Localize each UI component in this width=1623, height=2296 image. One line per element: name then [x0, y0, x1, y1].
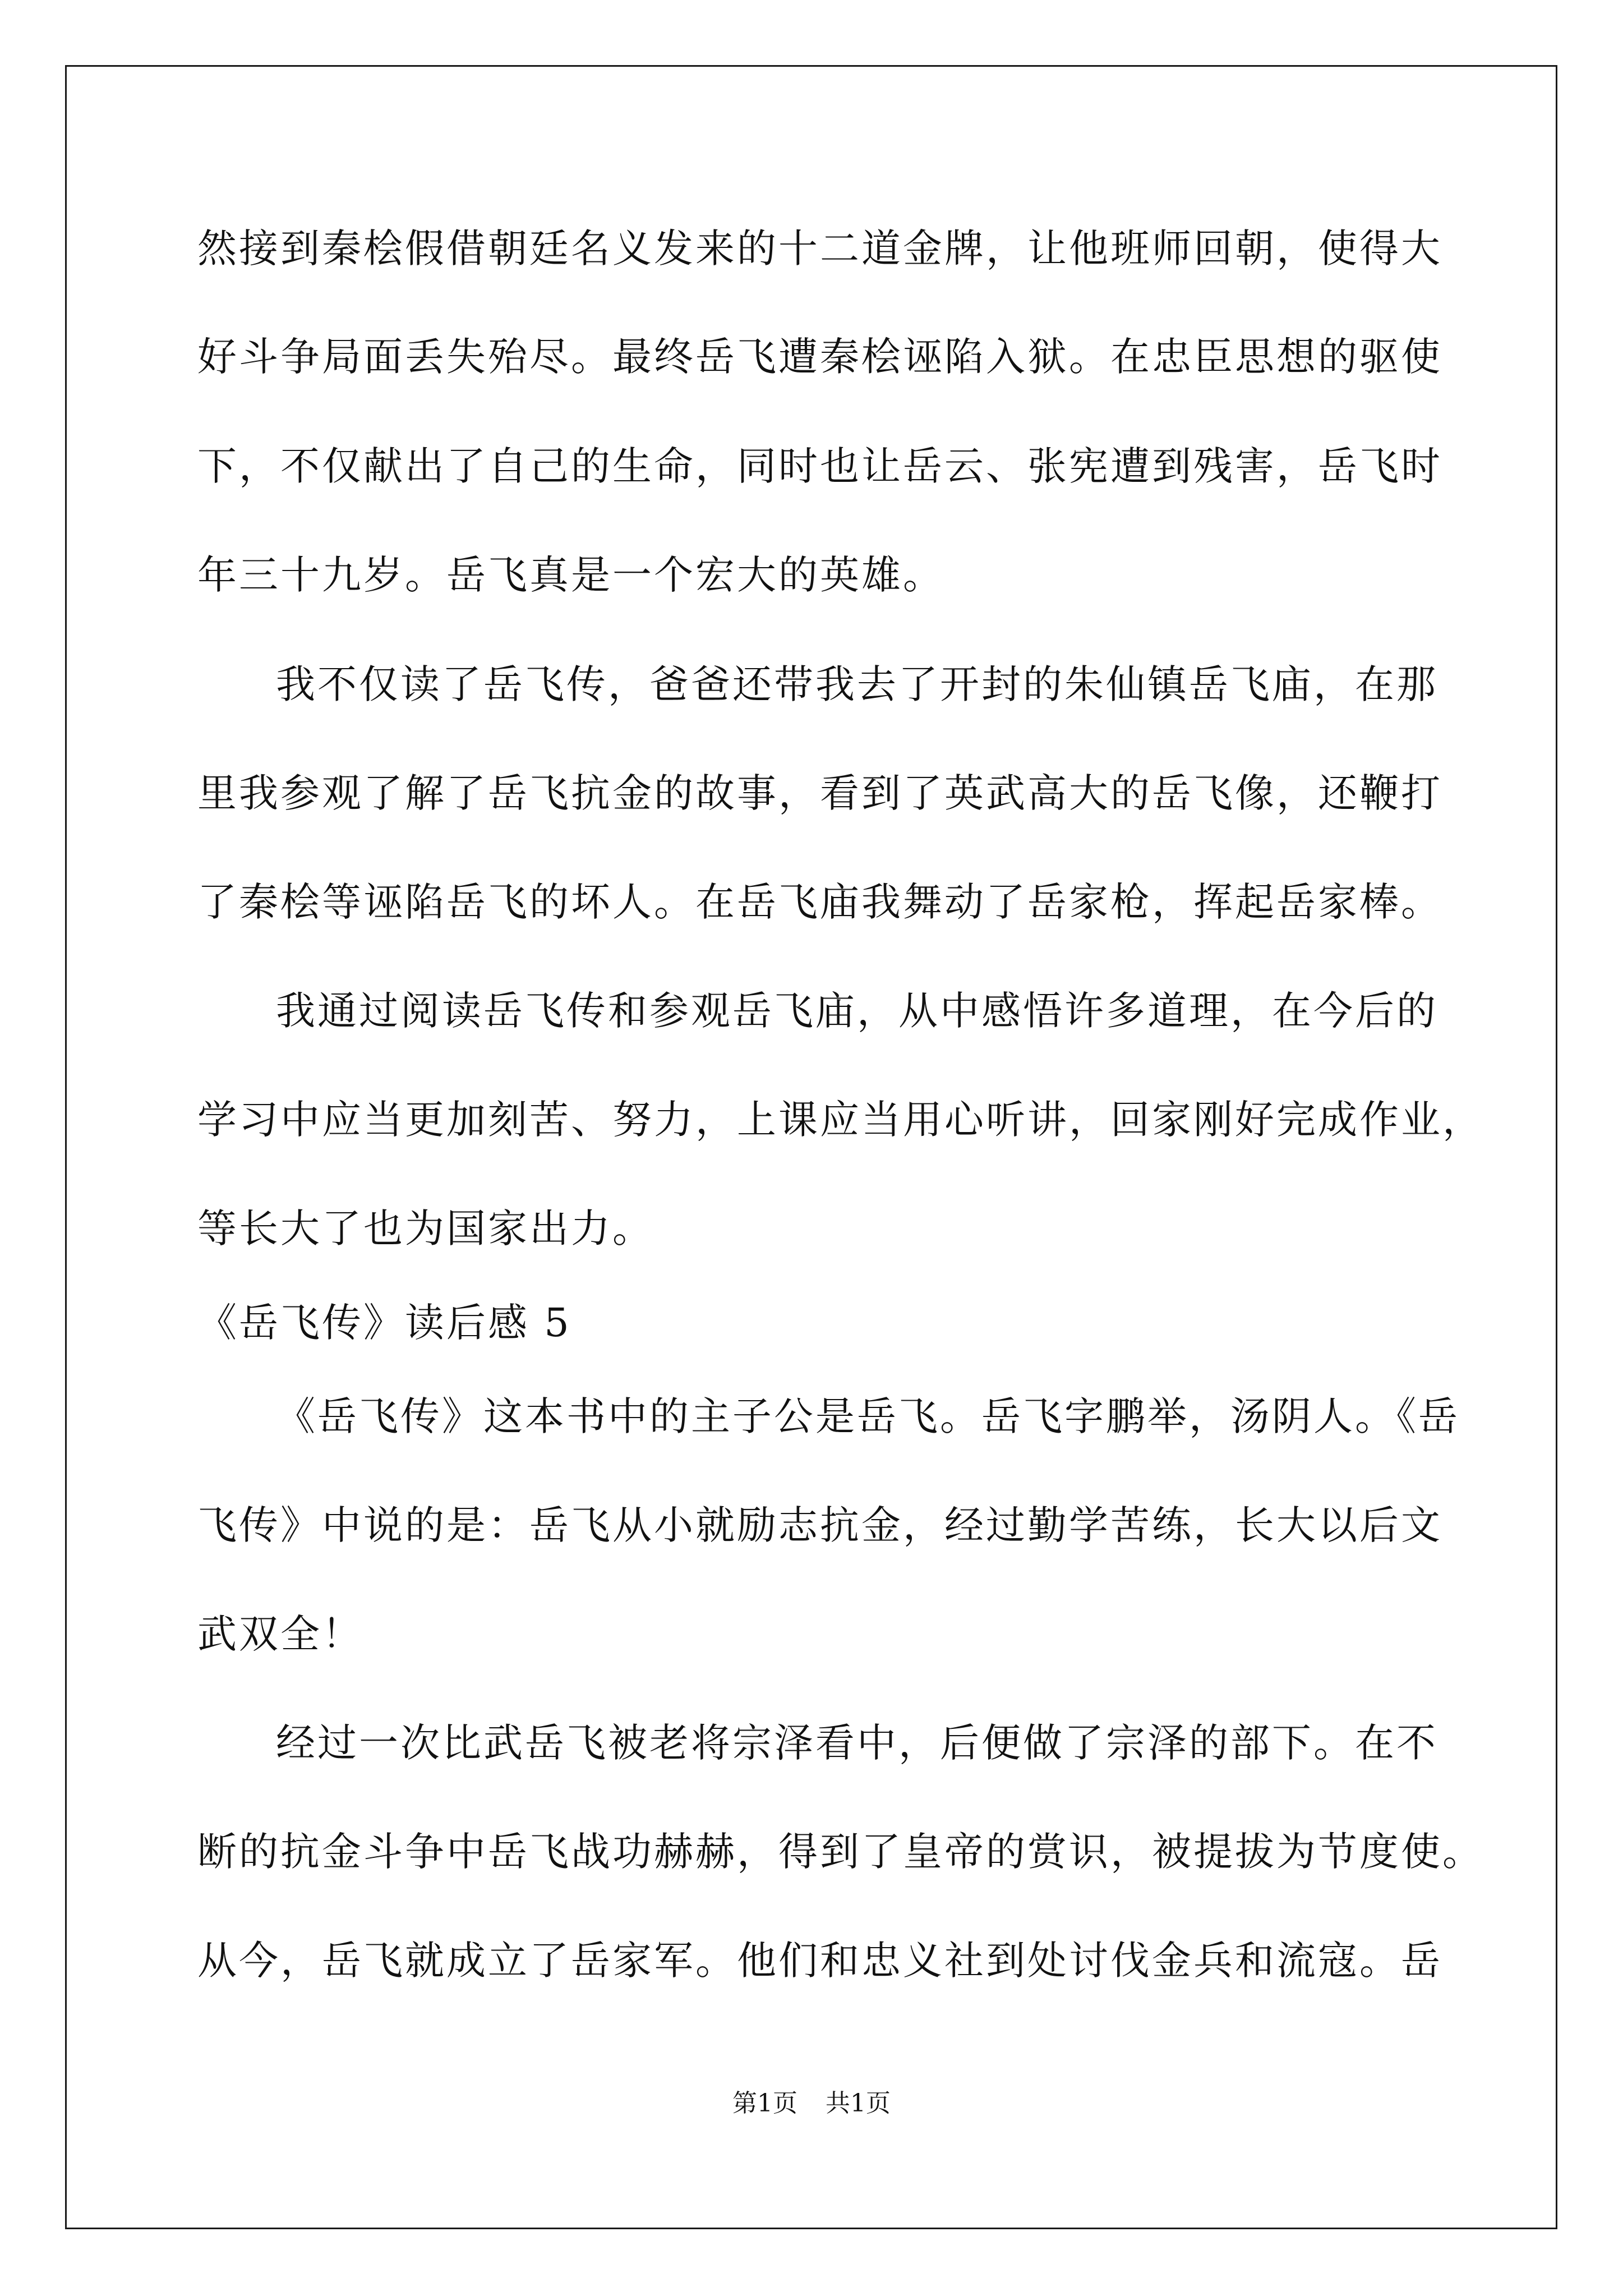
body-line: 断的抗金斗争中岳飞战功赫赫，得到了皇帝的赏识，被提拔为节度使。: [197, 1829, 1484, 1875]
page-border: [65, 65, 1557, 2229]
body-line: 等长大了也为国家出力。: [197, 1205, 654, 1251]
paragraph-first-line: 《岳飞传》这本书中的主子公是岳飞。岳飞字鹏举，汤阴人。《岳: [276, 1393, 1460, 1439]
body-line: 了秦桧等诬陷岳飞的坏人。在岳飞庙我舞动了岳家枪，挥起岳家棒。: [197, 879, 1442, 925]
body-line: 学习中应当更加刻苦、努力，上课应当用心听讲，回家刚好完成作业，: [197, 1097, 1484, 1143]
section-heading: 《岳飞传》读后感 5: [197, 1300, 571, 1346]
body-line: 武双全！: [197, 1611, 363, 1657]
page-number: 第1页: [732, 2089, 797, 2118]
body-line: 年三十九岁。岳飞真是一个宏大的英雄。: [197, 552, 944, 598]
paragraph-first-line: 经过一次比武岳飞被老将宗泽看中，后便做了宗泽的部下。在不: [276, 1720, 1438, 1766]
body-line: 好斗争局面丢失殆尽。最终岳飞遭秦桧诬陷入狱。在忠臣思想的驱使: [197, 334, 1442, 380]
page-total: 共1页: [826, 2089, 891, 2118]
body-line: 下，不仅献出了自己的生命，同时也让岳云、张宪遭到残害，岳飞时: [197, 443, 1442, 489]
paragraph-first-line: 我通过阅读岳飞传和参观岳飞庙，从中感悟许多道理，在今后的: [276, 988, 1438, 1034]
page-footer: [0, 2087, 1623, 2120]
body-line: 飞传》中说的是：岳飞从小就励志抗金，经过勤学苦练，长大以后文: [197, 1502, 1442, 1548]
body-line: 里我参观了解了岳飞抗金的故事，看到了英武高大的岳飞像，还鞭打: [197, 770, 1442, 816]
paragraph-first-line: 我不仅读了岳飞传，爸爸还带我去了开封的朱仙镇岳飞庙，在那: [276, 661, 1438, 707]
body-line: 从今，岳飞就成立了岳家军。他们和忠义社到处讨伐金兵和流寇。岳: [197, 1938, 1442, 1984]
body-line: 然接到秦桧假借朝廷名义发来的十二道金牌，让他班师回朝，使得大: [197, 226, 1442, 272]
